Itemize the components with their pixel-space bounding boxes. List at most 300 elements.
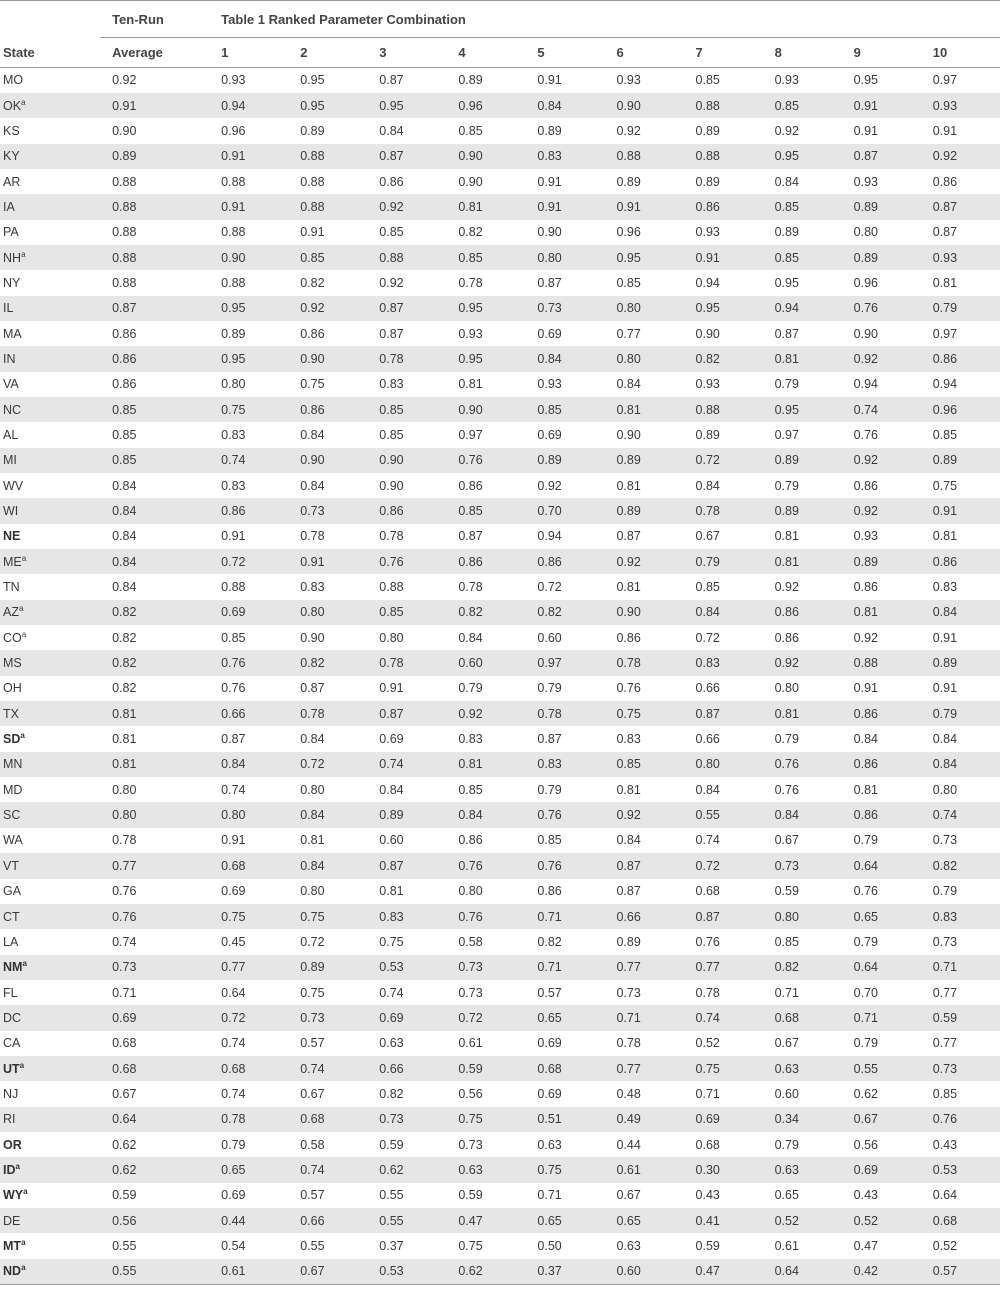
rank-9-cell: 0.86 — [853, 808, 879, 823]
rank-1-cell: 0.95 — [221, 301, 246, 316]
state-cell — [0, 879, 100, 904]
state-name: NJ — [3, 1086, 19, 1101]
rank-10-cell: 0.52 — [932, 1238, 958, 1253]
table-row — [0, 220, 1000, 245]
state-name: MN — [3, 757, 23, 772]
footnote-marker: a — [21, 97, 26, 107]
rank-1-cell: 0.83 — [221, 478, 246, 493]
state-name: AZ — [3, 605, 19, 620]
rank-1-cell: 0.54 — [221, 1238, 246, 1253]
state-cell — [0, 726, 100, 751]
state-name: ND — [3, 1264, 22, 1279]
state-name: MO — [3, 73, 24, 88]
rank-1-cell: 0.88 — [221, 275, 246, 290]
rank-10-cell: 0.87 — [932, 199, 958, 214]
rank-9-cell: 0.84 — [853, 732, 879, 747]
rank-10-cell: 0.59 — [932, 1010, 958, 1025]
state-cell — [0, 68, 100, 93]
rank-4-cell: 0.95 — [458, 351, 483, 366]
rank-4-cell: 0.82 — [458, 605, 483, 620]
state-name: AR — [3, 174, 21, 189]
rank-4-cell: 0.83 — [458, 732, 483, 747]
rank-2-cell: 0.74 — [300, 1061, 325, 1076]
table-row — [0, 879, 1000, 904]
rank-4-cell: 0.85 — [458, 123, 483, 138]
rank-8-cell: 0.95 — [774, 149, 799, 164]
state-cell — [0, 1208, 100, 1233]
rank-6-cell: 0.90 — [616, 427, 641, 442]
rank-6-cell: 0.90 — [616, 98, 641, 113]
rank-6-cell: 0.61 — [616, 1162, 641, 1177]
rank-6-cell: 0.63 — [616, 1238, 641, 1253]
rank-6-cell: 0.87 — [616, 858, 641, 873]
average-cell: 0.87 — [112, 301, 137, 316]
state-cell — [0, 802, 100, 827]
rank-9-cell: 0.93 — [853, 529, 879, 544]
rank-7-cell: 0.84 — [695, 605, 720, 620]
rank-10-cell: 0.94 — [932, 377, 958, 392]
rank-5-cell: 0.87 — [537, 275, 562, 290]
rank-3-cell: 0.83 — [379, 909, 404, 924]
rank-2-cell: 0.82 — [300, 275, 325, 290]
rank-3-cell: 0.66 — [379, 1061, 404, 1076]
rank-4-cell: 0.60 — [458, 656, 483, 671]
rank-9-cell: 0.94 — [853, 377, 879, 392]
rank-1-cell: 0.74 — [221, 1036, 246, 1051]
state-cell — [0, 169, 100, 194]
table-row — [0, 802, 1000, 827]
rank-3-cell: 0.75 — [379, 934, 404, 949]
rank-8-cell: 0.80 — [774, 681, 799, 696]
rank-5-cell: 0.71 — [537, 1188, 562, 1203]
rank-7-cell: 0.72 — [695, 858, 720, 873]
rank-2-cell: 0.85 — [300, 250, 325, 265]
average-cell: 0.68 — [112, 1061, 137, 1076]
rank-2-cell: 0.58 — [300, 1137, 325, 1152]
rank-10-cell: 0.43 — [932, 1137, 958, 1152]
rank-10-cell: 0.89 — [932, 453, 958, 468]
rank-4-cell: 0.78 — [458, 275, 483, 290]
rank-7-cell: 0.43 — [695, 1188, 720, 1203]
rank-5-cell: 0.69 — [537, 1036, 562, 1051]
rank-4-cell: 0.79 — [458, 681, 483, 696]
rank-4-cell: 0.84 — [458, 630, 483, 645]
rank-10-cell: 0.91 — [932, 504, 958, 519]
rank-9-cell: 0.79 — [853, 1036, 879, 1051]
rank-7-cell: 0.72 — [695, 630, 720, 645]
average-cell: 0.89 — [112, 149, 137, 164]
average-cell: 0.88 — [112, 174, 137, 189]
average-cell: 0.84 — [112, 580, 137, 595]
rank-7-cell: 0.84 — [695, 782, 720, 797]
rank-8-cell: 0.89 — [774, 453, 799, 468]
state-cell — [0, 118, 100, 143]
rank-2-cell: 0.95 — [300, 98, 325, 113]
average-cell: 0.86 — [112, 326, 137, 341]
rank-9-cell: 0.76 — [853, 884, 879, 899]
rank-7-cell: 0.74 — [695, 1010, 720, 1025]
table-row — [0, 980, 1000, 1005]
rank-1-cell: 0.44 — [221, 1213, 246, 1228]
rank-3-cell: 0.89 — [379, 808, 404, 823]
average-cell: 0.73 — [112, 960, 137, 975]
rank-2-cell: 0.87 — [300, 681, 325, 696]
state-cell — [0, 1157, 100, 1182]
rank-1-cell: 0.96 — [221, 123, 246, 138]
rank-4-cell: 0.56 — [458, 1086, 483, 1101]
rank-7-cell: 0.89 — [695, 123, 720, 138]
average-cell: 0.64 — [112, 1112, 137, 1127]
rank-10-cell: 0.79 — [932, 706, 958, 721]
rank-4-cell: 0.89 — [458, 73, 483, 88]
table-row — [0, 422, 1000, 447]
rank-8-cell: 0.85 — [774, 934, 799, 949]
state-name: ME — [3, 554, 22, 569]
state-cell — [0, 676, 100, 701]
rank-6-cell: 0.92 — [616, 808, 641, 823]
rank-2-cell: 0.55 — [300, 1238, 325, 1253]
rank-3-cell: 0.74 — [379, 757, 404, 772]
rank-9-cell: 0.79 — [853, 833, 879, 848]
rank-6-cell: 0.49 — [616, 1112, 641, 1127]
rank-8-cell: 0.65 — [774, 1188, 799, 1203]
table-row — [0, 1183, 1000, 1208]
rank-8-cell: 0.84 — [774, 808, 799, 823]
table-body — [0, 68, 1000, 1285]
rank-3-cell: 0.85 — [379, 605, 404, 620]
header-group: Table 1 Ranked Parameter Combination — [209, 1, 1000, 38]
rank-6-cell: 0.75 — [616, 706, 641, 721]
rank-3-cell: 0.37 — [379, 1238, 404, 1253]
rank-5-cell: 0.85 — [537, 402, 562, 417]
table-row — [0, 296, 1000, 321]
rank-8-cell: 0.87 — [774, 326, 799, 341]
state-cell — [0, 1183, 100, 1208]
rank-7-cell: 0.79 — [695, 554, 720, 569]
rank-2-cell: 0.72 — [300, 934, 325, 949]
rank-5-cell: 0.65 — [537, 1213, 562, 1228]
state-cell — [0, 625, 100, 650]
state-cell — [0, 321, 100, 346]
rank-6-cell: 0.83 — [616, 732, 641, 747]
rank-1-cell: 0.88 — [221, 225, 246, 240]
rank-5-cell: 0.87 — [537, 732, 562, 747]
rank-9-cell: 0.93 — [853, 174, 879, 189]
rank-6-cell: 0.78 — [616, 1036, 641, 1051]
average-cell: 0.86 — [112, 377, 137, 392]
rank-2-cell: 0.89 — [300, 123, 325, 138]
rank-5-cell: 0.75 — [537, 1162, 562, 1177]
state-name: PA — [3, 225, 19, 240]
rank-4-cell: 0.72 — [458, 1010, 483, 1025]
rank-2-cell: 0.67 — [288, 1259, 367, 1284]
average-cell: 0.86 — [112, 351, 137, 366]
rank-3-cell: 0.87 — [379, 858, 404, 873]
state-cell — [0, 524, 100, 549]
rank-3-cell: 0.83 — [379, 377, 404, 392]
state-cell — [0, 904, 100, 929]
average-cell: 0.84 — [112, 554, 137, 569]
state-cell — [0, 929, 100, 954]
rank-1-cell: 0.68 — [221, 1061, 246, 1076]
table-header — [0, 1, 1000, 68]
state-name: OK — [3, 98, 22, 113]
rank-6-cell: 0.67 — [616, 1188, 641, 1203]
rank-1-cell: 0.80 — [221, 377, 246, 392]
state-cell — [0, 980, 100, 1005]
rank-2-cell: 0.88 — [300, 149, 325, 164]
average-cell: 0.76 — [112, 909, 137, 924]
average-cell: 0.85 — [112, 402, 137, 417]
rank-3-cell: 0.87 — [379, 301, 404, 316]
state-cell — [0, 245, 100, 270]
rank-6-cell: 0.81 — [616, 580, 641, 595]
rank-3-cell: 0.74 — [379, 985, 404, 1000]
rank-4-cell: 0.73 — [458, 960, 483, 975]
table-row — [0, 600, 1000, 625]
state-cell — [0, 1005, 100, 1030]
rank-2-cell: 0.91 — [300, 554, 325, 569]
rank-7-cell: 0.59 — [695, 1238, 720, 1253]
rank-3-cell: 0.63 — [379, 1036, 404, 1051]
rank-7-cell: 0.88 — [695, 149, 720, 164]
rank-10-cell: 0.79 — [932, 884, 958, 899]
rank-4-cell: 0.80 — [458, 884, 483, 899]
rank-10-cell: 0.93 — [932, 250, 958, 265]
rank-10-cell: 0.97 — [932, 73, 958, 88]
state-cell — [0, 144, 100, 169]
average-cell: 0.68 — [112, 1036, 137, 1051]
rank-5-cell: 0.89 — [537, 123, 562, 138]
rank-8-cell: 0.92 — [774, 123, 799, 138]
rank-3-cell: 0.78 — [379, 351, 404, 366]
rank-10-cell: 0.97 — [932, 326, 958, 341]
state-name: MS — [3, 656, 22, 671]
rank-7-cell: 0.91 — [695, 250, 720, 265]
footnote-marker: a — [18, 604, 24, 614]
header-rank-9: 9 — [842, 38, 921, 68]
rank-6-cell: 0.89 — [616, 453, 641, 468]
rank-7-cell: 0.75 — [695, 1061, 720, 1076]
state-cell — [0, 549, 100, 574]
rank-8-cell: 0.81 — [774, 706, 799, 721]
rank-1-cell: 0.95 — [221, 351, 246, 366]
table-row — [0, 752, 1000, 777]
state-name: SC — [3, 808, 21, 823]
rank-3-cell: 0.62 — [379, 1162, 404, 1177]
rank-1-cell: 0.85 — [221, 630, 246, 645]
rank-6-cell: 0.73 — [616, 985, 641, 1000]
average-cell: 0.82 — [112, 681, 137, 696]
rank-10-cell: 0.80 — [932, 782, 958, 797]
rank-9-cell: 0.64 — [853, 858, 879, 873]
state-name: NM — [3, 960, 23, 975]
table-row — [0, 1208, 1000, 1233]
rank-2-cell: 0.89 — [300, 960, 325, 975]
rank-7-cell: 0.67 — [695, 529, 720, 544]
average-cell: 0.88 — [112, 275, 137, 290]
table-row — [0, 1233, 1000, 1258]
rank-9-cell: 0.76 — [853, 427, 879, 442]
rank-1-cell: 0.89 — [221, 326, 246, 341]
state-name: KY — [3, 149, 20, 164]
rank-4-cell: 0.76 — [458, 453, 483, 468]
table-row — [0, 118, 1000, 143]
rank-10-cell: 0.92 — [932, 149, 958, 164]
rank-2-cell: 0.90 — [300, 630, 325, 645]
rank-9-cell: 0.92 — [853, 351, 879, 366]
rank-7-cell: 0.47 — [684, 1259, 763, 1284]
average-cell: 0.80 — [112, 808, 137, 823]
rank-7-cell: 0.78 — [695, 504, 720, 519]
header-rank-10: 10 — [921, 38, 1000, 68]
rank-9-cell: 0.74 — [853, 402, 879, 417]
rank-3-cell: 0.59 — [379, 1137, 404, 1152]
table-row — [0, 372, 1000, 397]
table-row — [0, 448, 1000, 473]
rank-7-cell: 0.30 — [695, 1162, 720, 1177]
rank-2-cell: 0.92 — [300, 301, 325, 316]
state-cell — [0, 574, 100, 599]
rank-2-cell: 0.88 — [300, 199, 325, 214]
rank-10-cell: 0.87 — [932, 225, 958, 240]
rank-9-cell: 0.69 — [853, 1162, 879, 1177]
rank-1-cell: 0.74 — [221, 453, 246, 468]
rank-2-cell: 0.57 — [300, 1188, 325, 1203]
rank-10-cell: 0.75 — [932, 478, 958, 493]
rank-5-cell: 0.68 — [537, 1061, 562, 1076]
state-cell — [0, 422, 100, 447]
rank-8-cell: 0.85 — [774, 98, 799, 113]
table-row — [0, 1005, 1000, 1030]
rank-5-cell: 0.79 — [537, 782, 562, 797]
rank-8-cell: 0.63 — [774, 1162, 799, 1177]
rank-8-cell: 0.81 — [774, 554, 799, 569]
rank-6-cell: 0.77 — [616, 326, 641, 341]
rank-9-cell: 0.70 — [853, 985, 879, 1000]
rank-5-cell: 0.57 — [537, 985, 562, 1000]
rank-5-cell: 0.71 — [537, 960, 562, 975]
state-cell — [0, 1081, 100, 1106]
state-cell — [0, 220, 100, 245]
rank-1-cell: 0.87 — [221, 732, 246, 747]
rank-10-cell: 0.89 — [932, 656, 958, 671]
rank-3-cell: 0.86 — [379, 504, 404, 519]
rank-1-cell: 0.76 — [221, 681, 246, 696]
rank-10-cell: 0.84 — [932, 732, 958, 747]
average-cell: 0.62 — [112, 1162, 137, 1177]
rank-2-cell: 0.81 — [300, 833, 325, 848]
rank-10-cell: 0.77 — [932, 1036, 958, 1051]
state-cell — [0, 372, 100, 397]
state-name: MD — [3, 782, 23, 797]
rank-5-cell: 0.72 — [537, 580, 562, 595]
rank-5-cell: 0.86 — [537, 554, 562, 569]
rank-10-cell: 0.86 — [932, 174, 958, 189]
header-average: Average — [100, 38, 209, 68]
header-rank-6: 6 — [604, 38, 683, 68]
table-row — [0, 828, 1000, 853]
rank-2-cell: 0.80 — [300, 884, 325, 899]
average-cell: 0.90 — [112, 123, 137, 138]
rank-5-cell: 0.82 — [537, 605, 562, 620]
rank-5-cell: 0.82 — [537, 934, 562, 949]
rank-5-cell: 0.51 — [537, 1112, 562, 1127]
rank-3-cell: 0.95 — [379, 98, 404, 113]
rank-3-cell: 0.73 — [379, 1112, 404, 1127]
rank-7-cell: 0.85 — [695, 580, 720, 595]
rank-4-cell: 0.81 — [458, 199, 483, 214]
rank-5-cell: 0.84 — [537, 98, 562, 113]
rank-6-cell: 0.80 — [616, 351, 641, 366]
rank-9-cell: 0.92 — [853, 504, 879, 519]
rank-3-cell: 0.86 — [379, 174, 404, 189]
state-name: KS — [3, 123, 20, 138]
rank-7-cell: 0.94 — [695, 275, 720, 290]
rank-4-cell: 0.86 — [458, 478, 483, 493]
state-cell — [0, 600, 100, 625]
rank-4-cell: 0.47 — [458, 1213, 483, 1228]
rank-4-cell: 0.97 — [458, 427, 483, 442]
rank-2-cell: 0.95 — [300, 73, 325, 88]
rank-10-cell: 0.64 — [932, 1188, 958, 1203]
rank-9-cell: 0.88 — [853, 656, 879, 671]
rank-10-cell: 0.83 — [932, 580, 958, 595]
rank-1-cell: 0.86 — [221, 504, 246, 519]
state-name: GA — [3, 884, 22, 899]
state-name: ID — [3, 1162, 16, 1177]
state-cell — [0, 1056, 100, 1081]
rank-8-cell: 0.67 — [774, 833, 799, 848]
state-name: RI — [3, 1112, 16, 1127]
rank-6-cell: 0.95 — [616, 250, 641, 265]
rank-2-cell: 0.86 — [300, 402, 325, 417]
rank-7-cell: 0.95 — [695, 301, 720, 316]
rank-4-cell: 0.93 — [458, 326, 483, 341]
average-cell: 0.84 — [112, 504, 137, 519]
rank-6-cell: 0.86 — [616, 630, 641, 645]
table-row — [0, 1157, 1000, 1182]
rank-3-cell: 0.53 — [379, 960, 404, 975]
rank-3-cell: 0.60 — [379, 833, 404, 848]
rank-1-cell: 0.90 — [221, 250, 246, 265]
rank-2-cell: 0.90 — [300, 453, 325, 468]
state-cell — [0, 1233, 100, 1258]
rank-5-cell: 0.83 — [537, 149, 562, 164]
rank-10-cell: 0.91 — [932, 681, 958, 696]
footnote-marker: a — [20, 731, 25, 741]
rank-5-cell: 0.85 — [537, 833, 562, 848]
rank-7-cell: 0.83 — [695, 656, 720, 671]
rank-1-cell: 0.75 — [221, 909, 246, 924]
rank-6-cell: 0.65 — [616, 1213, 641, 1228]
rank-10-cell: 0.79 — [932, 301, 958, 316]
rank-8-cell: 0.80 — [774, 909, 799, 924]
rank-10-cell: 0.53 — [932, 1162, 958, 1177]
rank-10-cell: 0.91 — [932, 123, 958, 138]
rank-2-cell: 0.78 — [300, 529, 325, 544]
rank-3-cell: 0.91 — [379, 681, 404, 696]
rank-3-cell: 0.80 — [379, 630, 404, 645]
state-cell — [0, 752, 100, 777]
rank-10-cell: 0.82 — [932, 858, 958, 873]
rank-9-cell: 0.91 — [853, 681, 879, 696]
rank-7-cell: 0.41 — [695, 1213, 720, 1228]
rank-10-cell: 0.86 — [932, 351, 958, 366]
rank-8-cell: 0.79 — [774, 732, 799, 747]
rank-9-cell: 0.43 — [853, 1188, 879, 1203]
rank-8-cell: 0.81 — [774, 529, 799, 544]
